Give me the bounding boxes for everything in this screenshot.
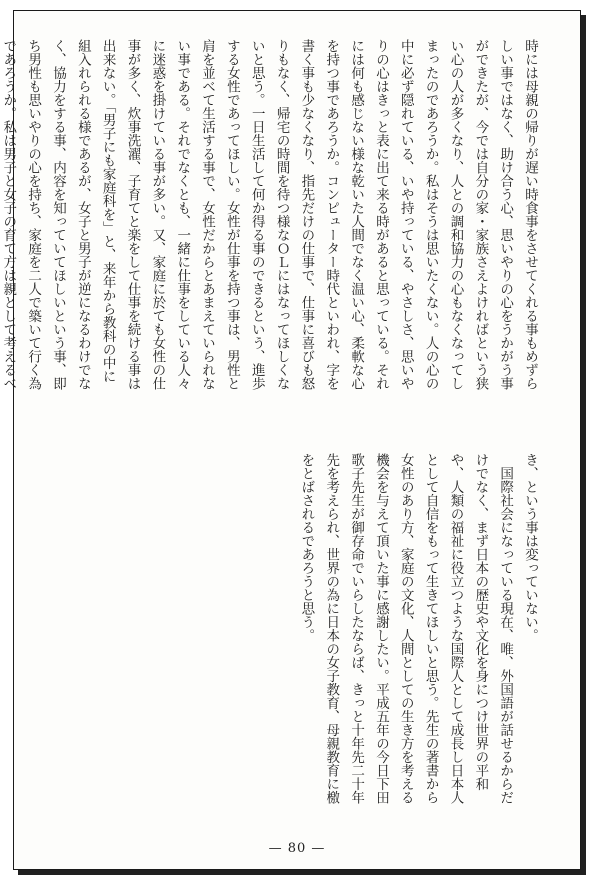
- text-line: けでなく、まず日本の歴史や文化を身につけ世界の平和: [472, 453, 489, 791]
- text-line: には何も感じない様な乾いた人間でなく温い心、柔軟な心: [348, 39, 365, 390]
- text-line: 機会を与えて頂いた事に感謝したい。平成五年の今日下田: [372, 453, 389, 804]
- text-line: 書く事も少なくなり、指先だけの仕事で、仕事に喜びも怒: [298, 39, 315, 390]
- text-line: い心の人が多くなり、人との調和協力の心もなくなってし: [447, 39, 464, 390]
- text-line: をとばされるであろうと思う。: [298, 453, 315, 642]
- lower-text-block: [292, 453, 542, 829]
- text-line: まったのであろうか。私はそうは思いたくない。人の心の: [422, 39, 439, 390]
- text-line: しい事ではなく、助け合う心、思いやりの心をうかがう事: [497, 39, 514, 390]
- text-line: く、協力をする事、内容を知っていてほしいという事、即: [49, 39, 66, 390]
- text-line: 肩を並べて生活する事で、女性だからとあまえていられな: [199, 39, 216, 390]
- text-line: に迷惑を掛けている事が多い。又、家庭に於ても女性の仕: [149, 39, 166, 390]
- text-line: 歌子先生が御存命でいらしたならば、きっと十年先二十年: [348, 453, 365, 804]
- text-line: として自信をもって生きてほしいと思う。先生の著書から: [422, 453, 439, 804]
- text-line: 先を考えられ、世界の為に日本の女子教育、母親教育に檄: [323, 453, 340, 804]
- text-line: りの心はきっと表に出て来る時があると思っている。それ: [372, 39, 389, 390]
- text-line: き、という事は変っていない。: [522, 453, 538, 642]
- text-line: いと思う。一日生活して何か得る事のできるという、進歩: [248, 39, 265, 390]
- page-frame: [0, 10, 581, 870]
- text-line: ができたが、今では自分の家・家族さえよければという狭: [472, 39, 489, 390]
- text-line: 国際社会になっている現在、唯、外国語が話せるからだ: [497, 453, 514, 804]
- text-line: 女性のあり方、家庭の文化、人間としての生き方を考える: [397, 453, 414, 804]
- text-line: 出来ない。「男子にも家庭科を」と、来年から教科の中に: [99, 39, 116, 384]
- text-line: する女性であってほしい。女性が仕事を持つ事は、男性と: [223, 39, 240, 390]
- text-line: い事である。それでなくとも、一緒に仕事をしている人々: [174, 39, 191, 390]
- text-line: を持つ事であろうか。コンピューター時代といわれ、字を: [323, 39, 340, 390]
- text-line: であろうか。私は男子と女子の育て方は親として考えるべ: [0, 39, 17, 390]
- text-line: ち男性も思いやりの心を持ち、家庭を二人で築いて行く為: [25, 39, 42, 390]
- text-line: 中に必ず隠れている、いや持っている、やさしさ、思いや: [397, 39, 414, 390]
- text-line: 事が多く、炊事洗濯、子育てと楽をして仕事を続ける事は: [124, 39, 141, 390]
- page-number: — 80 —: [268, 841, 326, 856]
- text-line: りもなく、帰宅の時間を待つ様なＯＬにはなってほしくな: [273, 39, 290, 390]
- upper-text-block: [0, 39, 542, 439]
- text-line: や、人類の福祉に役立つような国際人として成長し日本人: [447, 453, 464, 804]
- text-line: 組入れられる様であるが、女子と男子が逆になるわけでな: [74, 39, 91, 390]
- text-line: 時には母親の帰りが遅い時食事をさせてくれる事もめずら: [522, 39, 538, 390]
